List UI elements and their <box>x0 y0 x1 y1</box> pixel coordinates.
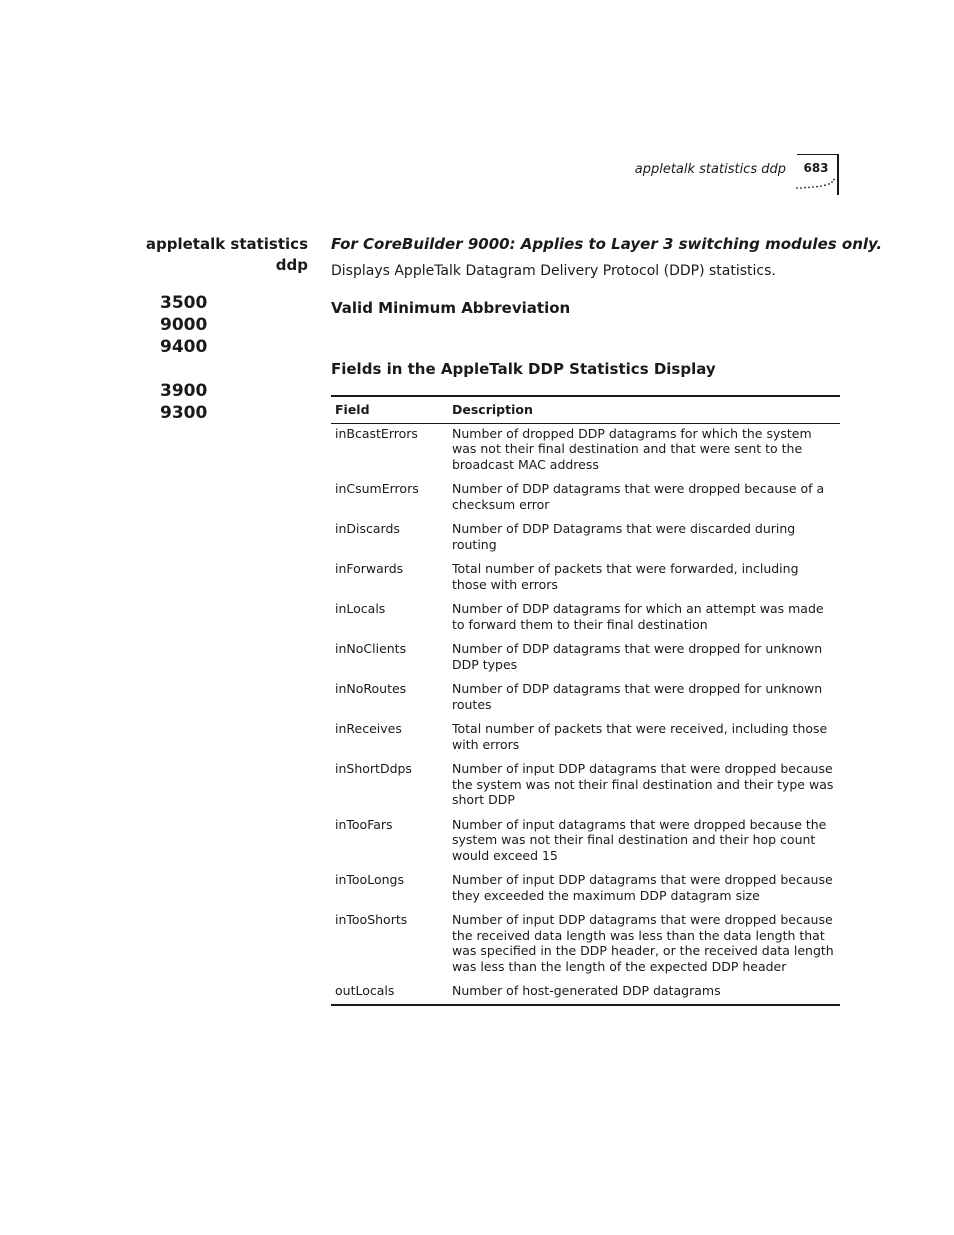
field-name-cell: inTooLongs <box>335 872 404 887</box>
command-title-line2: ddp <box>275 256 308 274</box>
field-description-cell: Number of input DDP datagrams that were dropped because the system was not their final destination and their type was short DDP <box>452 761 834 807</box>
command-title <box>130 234 308 276</box>
field-name-cell: outLocals <box>335 983 395 998</box>
table-row <box>331 680 840 720</box>
page-corner-dots <box>795 178 839 190</box>
command-description: Displays AppleTalk Datagram Delivery Protocol (DDP) statistics. <box>331 263 776 279</box>
field-name-cell: inTooFars <box>335 816 393 832</box>
platform-list <box>160 292 207 424</box>
fields-table <box>331 395 840 1006</box>
field-description-cell: Number of DDP datagrams that were dropped for unknown routes <box>452 681 823 712</box>
field-name-cell: inNoClients <box>335 641 407 656</box>
table-row <box>331 982 840 1005</box>
abbreviation-heading: Valid Minimum Abbreviation <box>331 299 571 317</box>
platform-label: 9000 <box>160 315 208 335</box>
table-row <box>331 480 840 520</box>
table-row <box>331 423 840 480</box>
table-row <box>331 816 840 872</box>
table-row <box>331 871 840 911</box>
field-description-cell: Number of DDP datagrams that were dropped because of a checksum error <box>452 481 825 512</box>
table-body <box>331 423 840 1005</box>
field-name-cell: inForwards <box>335 561 404 576</box>
column-header-field: Field <box>331 396 448 423</box>
field-description-cell: Total number of packets that were forwarded, including those with errors <box>452 561 799 592</box>
running-header-title: appletalk statistics ddp <box>634 162 786 177</box>
field-description-cell: Number of DDP datagrams for which an attempt was made to forward them to their final destination <box>452 601 824 632</box>
table-row <box>331 911 840 982</box>
platform-label: 9400 <box>160 337 208 357</box>
field-description-cell: Number of host-generated DDP datagrams <box>452 983 721 998</box>
table-row <box>331 640 840 680</box>
field-name-cell: inTooShorts <box>335 912 408 927</box>
field-name-cell: inNoRoutes <box>335 681 407 696</box>
table-header-row <box>331 396 840 423</box>
field-name-cell: inBcastErrors <box>335 425 418 441</box>
field-description-cell: Number of input datagrams that were dropped because the system was not their final destination and their hop count would exceed 15 <box>452 816 827 863</box>
field-name-cell: inReceives <box>335 721 402 736</box>
field-description-cell: Number of input DDP datagrams that were dropped because the received data length was less than the data length that was specified in the DDP header, or the received data length was less than the length of the expected DDP header <box>452 912 834 974</box>
table-row <box>331 760 840 816</box>
field-name-cell: inCsumErrors <box>335 481 419 496</box>
platform-label: 3900 <box>160 381 208 401</box>
table-row <box>331 520 840 560</box>
platform-label: 3500 <box>160 293 208 313</box>
applies-note: For CoreBuilder 9000: Applies to Layer 3 switching modules only. <box>331 235 883 253</box>
column-header-description: Description <box>448 396 840 423</box>
field-description-cell: Number of DDP datagrams that were dropped for unknown DDP types <box>452 641 823 672</box>
table-row <box>331 560 840 600</box>
fields-heading: Fields in the AppleTalk DDP Statistics Display <box>331 360 716 378</box>
field-name-cell: inDiscards <box>335 521 400 536</box>
table-row <box>331 600 840 640</box>
field-description-cell: Total number of packets that were received, including those with errors <box>452 721 828 752</box>
table-row <box>331 720 840 760</box>
command-title-line1: appletalk statistics <box>145 235 308 253</box>
field-name-cell: inLocals <box>335 601 386 616</box>
field-description-cell: Number of DDP Datagrams that were discarded during routing <box>452 521 796 552</box>
page-number: 683 <box>803 161 829 175</box>
platform-label: 9300 <box>160 403 208 423</box>
field-name-cell: inShortDdps <box>335 761 412 776</box>
field-description-cell: Number of dropped DDP datagrams for which the system was not their final destination and that were sent to the broadcast MAC address <box>452 425 812 472</box>
field-description-cell: Number of input DDP datagrams that were dropped because they exceeded the maximum DDP datagram size <box>452 872 833 903</box>
